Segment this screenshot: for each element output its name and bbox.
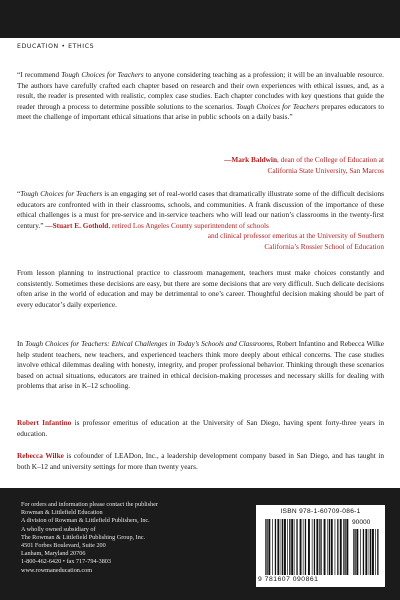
author-name: Robert Infantino xyxy=(17,418,72,427)
author-bio-infantino: Robert Infantino is professor emeritus of education at the University of San Diego, having spent forty-three years in education. xyxy=(17,418,384,438)
top-color-band xyxy=(0,0,400,38)
author-name: Rebecca Wilke xyxy=(17,451,64,460)
price-code: 90000 xyxy=(352,519,371,526)
endorsement-quote-baldwin xyxy=(17,70,384,123)
quote-attribution-baldwin: —Mark Baldwin, dean of the College of Education at California State University, San Marcos xyxy=(224,155,384,175)
isbn-barcode xyxy=(256,505,385,587)
publisher-info: For orders and information please contact the publisher Rowman & Littlefield Education A division of Rowman & Littlefield Publishers, Inc. A wholly owned subsidiary of The Rowman & Littlefield Publishing Group, Inc. 4501 Forbes Boulevard, Suite 200 Lanham, Maryland 20706 1-800-462-6420 • fax 717-794-3803 www.rowmaneducation.com xyxy=(21,501,158,574)
author-bio-wilke: Rebecca Wilke is cofounder of LEADon, Inc., a leadership development company based in San Diego, and has taught in both K–12 and university settings for more than twenty years. xyxy=(17,451,385,471)
quote-text: “Tough Choices for Teachers is an engaging set of real-world cases that dramatically illustrate some of the difficult decisions educators are confronted with in their classrooms, schools, and communities. A frank discussion of the importance of these ethical challenges is a must for pre-service and in-service teachers who will lead our nation’s classrooms in the twenty-first century.” —Stuart E. Gothold, retired Los Angeles County superintendent of schools xyxy=(17,189,385,230)
isbn-number: ISBN 978-1-60709-086-1 xyxy=(280,508,361,515)
publisher-website[interactable]: www.rowmaneducation.com xyxy=(21,566,93,574)
book-summary: In Tough Choices for Teachers: Ethical Challenges in Today’s Schools and Classrooms, Robert Infantino and Rebecca Wilke help student teachers, new teachers, and experienced teachers think more deeply about ethical concerns. The case studies involve ethical dilemmas dealing with honesty, integrity, and proper professional behavior. Thinking through these scenarios based on actual situations, educators are trained in ethical decision-making processes and necessary skills for dealing with problems that arise in K–12 schooling. xyxy=(17,339,384,390)
barcode-addon-bars-icon xyxy=(352,529,380,575)
book-full-title: Tough Choices for Teachers: Ethical Challenges in Today’s Schools and Classrooms xyxy=(25,339,273,348)
book-title-ref: Tough Choices for Teachers xyxy=(236,101,319,111)
book-title-ref: Tough Choices for Teachers xyxy=(61,70,144,79)
quote-author: —Stuart E. Gothold xyxy=(45,220,109,230)
endorsement-quote-gothold: “Tough Choices for Teachers is an engaging set of real-world cases that dramatically illustrate some of the difficult decisions educators are confronted with in their classrooms, schools, and communities. A frank discussion of the importance of these ethical challenges is a must for pre-service and in-service teachers who will lead our nation’s classrooms in the twenty-first century.” —Stuart E. Gothold, retired Los Angeles County superintendent of schools and clinical professor emeritus at the University of Southern California’s Rossier School of Education xyxy=(17,189,385,251)
barcode-bars-icon xyxy=(264,519,350,575)
book-title-ref: Tough Choices for Teachers xyxy=(20,189,103,198)
quote-author: —Mark Baldwin xyxy=(224,155,278,164)
quote-text: “I recommend Tough Choices for Teachers to anyone considering teaching as a profession; it will be an invaluable resource. The authors have carefully crafted each chapter based on research and their own experiences with ethical issues, and, as a result, the reader is presented with realistic, complex case studies. Each chapter concludes with key questions that guide the reader through a process to determine possible solutions to the scenarios. Tough Choices for Teachers prepares educators to meet the challenge of important ethical situations that arise in public schools on a daily basis.” xyxy=(17,70,385,121)
category-label: EDUCATION • ETHICS xyxy=(17,43,95,50)
barcode-digits: 9 781607 090861 xyxy=(258,576,319,583)
book-description: From lesson planning to instructional practice to classroom management, teachers must make choices constantly and consistently. Sometimes these decisions are easy, but there are some decisions that are very difficult. Such delicate decisions often arise in the world of education and may be detrimental to one’s career. Thoughtful decision making should be part of every educator’s daily experience. xyxy=(17,268,384,309)
